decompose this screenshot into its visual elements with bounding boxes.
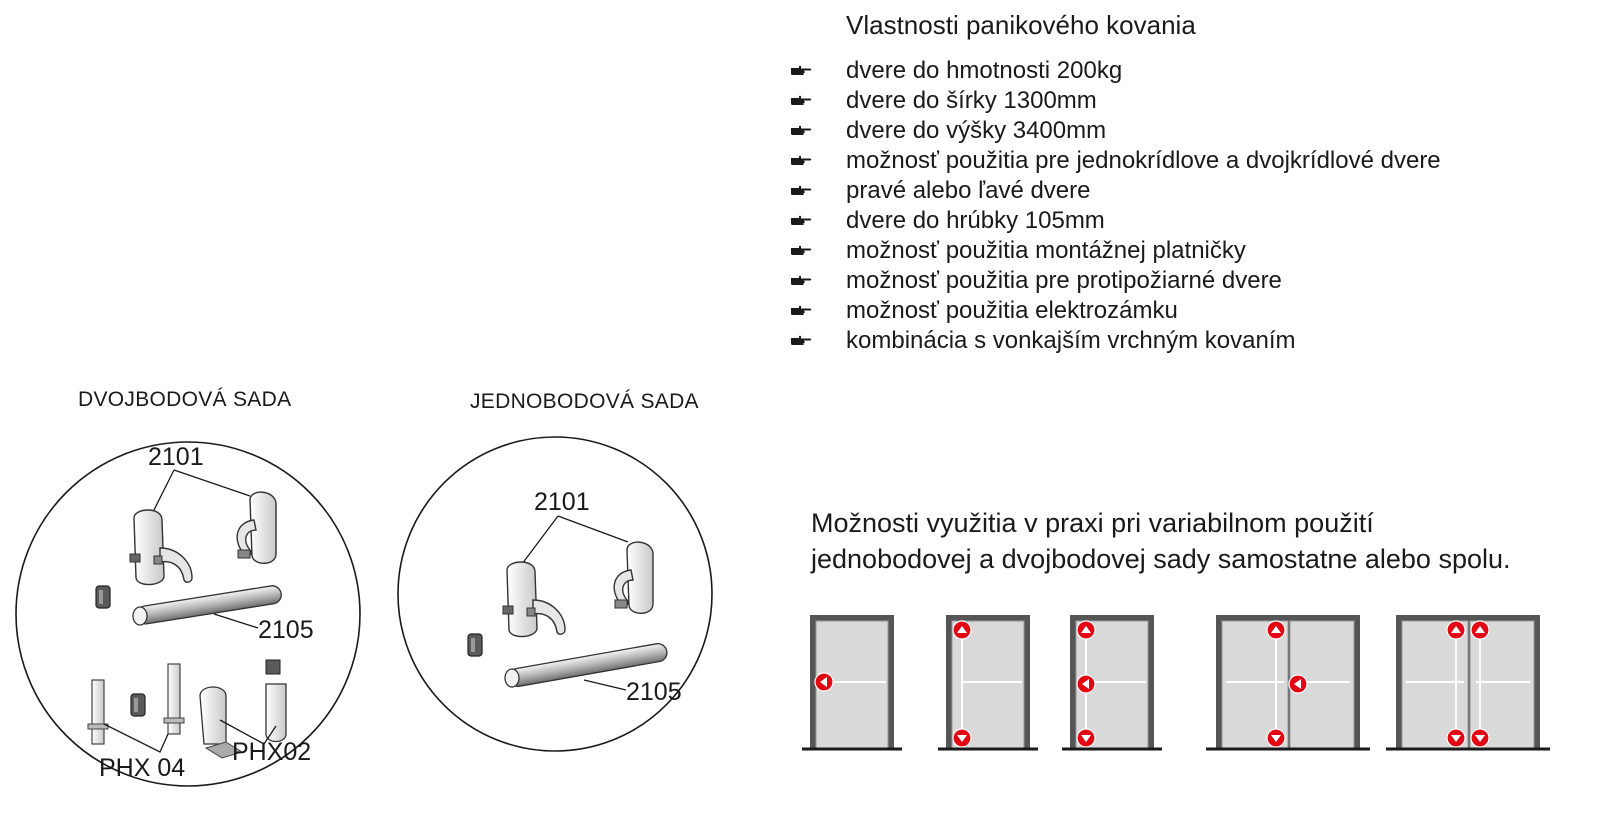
guide-block-icon <box>131 694 145 716</box>
door-single-top-bottom <box>938 615 1038 749</box>
latch-marker-side <box>1289 675 1307 693</box>
feature-text: dvere do hrúbky 105mm <box>846 207 1105 234</box>
single-label-handle: 2101 <box>534 488 590 516</box>
feature-text: možnosť použitia elektrozámku <box>846 297 1178 324</box>
double-label-latch: PHX02 <box>232 738 312 766</box>
door-diagrams <box>802 615 1550 749</box>
feature-text: dvere do výšky 3400mm <box>846 117 1107 144</box>
feature-text: možnosť použitia pre protipožiarné dvere <box>846 267 1282 294</box>
single-set-illustration <box>398 437 712 751</box>
feature-text: dvere do šírky 1300mm <box>846 87 1097 114</box>
single-set-title: JEDNOBODOVÁ SADA <box>470 390 699 413</box>
latch-marker-bottom <box>953 729 971 747</box>
latch-marker-top <box>1267 621 1285 639</box>
double-set-title: DVOJBODOVÁ SADA <box>78 388 292 411</box>
latch-marker-top <box>1471 621 1489 639</box>
latch-marker-side <box>815 673 833 691</box>
feature-text: pravé alebo ľavé dvere <box>846 177 1091 204</box>
push-handle-left-icon <box>503 562 565 637</box>
latch-marker-bottom <box>1267 729 1285 747</box>
usage-line-2: jednobodovej a dvojbodovej sady samostatne alebo spolu. <box>811 544 1511 574</box>
latch-marker-top <box>953 621 971 639</box>
double-label-bar: 2105 <box>258 616 314 644</box>
latch-marker-bottom <box>1077 729 1095 747</box>
feature-text: dvere do hmotnosti 200kg <box>846 57 1123 84</box>
latch-marker-bottom <box>1471 729 1489 747</box>
usage-line-1: Možnosti využitia v praxi pri variabilnom použití <box>811 508 1374 538</box>
door-double-mixed <box>1206 615 1370 749</box>
feature-text: možnosť použitia pre jednokrídlove a dvojkrídlové dvere <box>846 147 1441 174</box>
striker-block-icon <box>96 586 110 608</box>
single-label-bar: 2105 <box>626 678 682 706</box>
door-single-three-point <box>1062 615 1162 749</box>
push-handle-right-icon <box>237 492 276 563</box>
double-label-rod: PHX 04 <box>99 754 186 782</box>
features-title: Vlastnosti panikového kovania <box>846 10 1196 40</box>
feature-text: možnosť použitia montážnej platničky <box>846 237 1246 264</box>
push-handle-right-icon <box>614 542 653 613</box>
latch-marker-top <box>1077 621 1095 639</box>
latch-marker-top <box>1447 621 1465 639</box>
double-set-illustration <box>16 442 360 786</box>
latch-marker-bottom <box>1447 729 1465 747</box>
latch-marker-side <box>1077 675 1095 693</box>
push-handle-left-icon <box>130 510 192 585</box>
door-double-top-bottom <box>1386 615 1550 749</box>
door-single-side-latch <box>802 615 902 749</box>
double-label-handle: 2101 <box>148 443 204 471</box>
feature-text: kombinácia s vonkajším vrchným kovaním <box>846 327 1296 354</box>
striker-block-icon <box>468 634 482 656</box>
